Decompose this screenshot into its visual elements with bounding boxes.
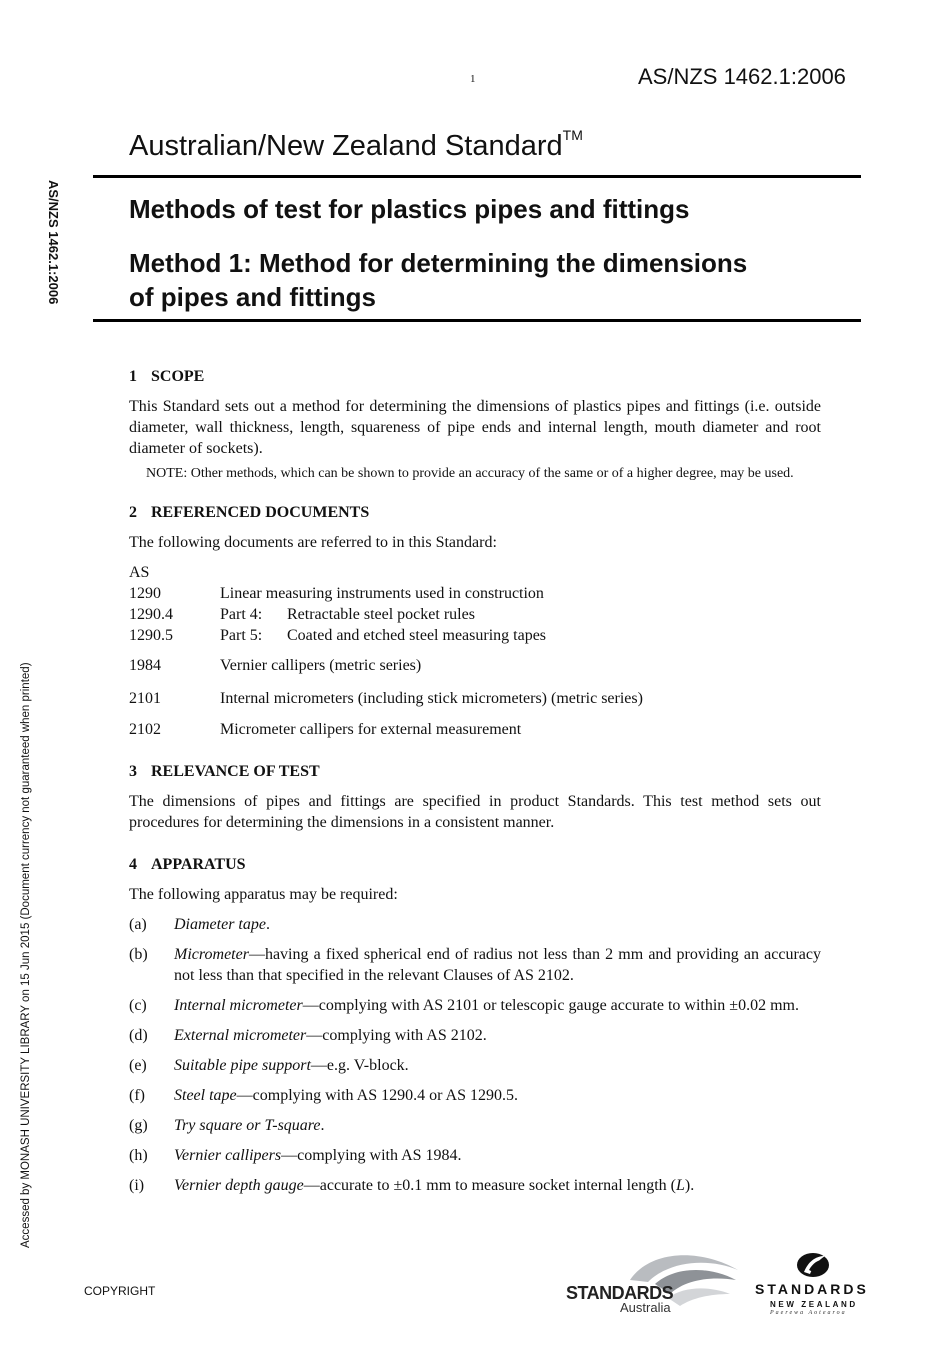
page-number: 1 [470,73,476,85]
reference-number: 1984 [129,657,161,674]
list-item [129,914,821,935]
trademark: TM [562,127,583,144]
item-text [174,995,821,1016]
side-standard-code: AS/NZS 1462.1:2006 [46,180,61,305]
standard-type [129,127,583,163]
item-text [174,1145,821,1166]
standards-nz-logo-text: STANDARDS [755,1281,869,1297]
item-label: (g) [129,1117,148,1134]
section-heading [129,761,821,782]
item-name: Micrometer [174,946,249,963]
section-heading [129,854,821,875]
reference-row [129,719,821,740]
item-label: (a) [129,916,147,933]
reference-number: 1290 [129,585,161,602]
section-number: 4 [129,856,137,873]
reference-title: Micrometer callipers for external measurement [220,721,522,738]
item-end: ). [684,1177,695,1194]
list-item [129,1025,821,1046]
reference-title: Retractable steel pocket rules [287,606,475,623]
scope-text: This Standard sets out a method for determining the dimensions of plastics pipes and fittings (i.e. outside diameter, wall thickness, length, squareness of pipe ends and internal length, mouth diameter and root diameter of sockets). [129,398,821,457]
item-name: Vernier depth gauge [174,1177,304,1194]
top-rule [93,175,861,178]
document-body [129,366,821,1209]
reference-number: 2101 [129,690,161,707]
referenced-intro: The following documents are referred to in this Standard: [129,534,497,551]
reference-row [129,688,821,709]
item-description: . [265,916,270,933]
section-title: RELEVANCE OF TEST [151,763,320,780]
reference-number: 1290.5 [129,627,173,644]
section-relevance [129,761,821,833]
reference-number: 2102 [129,721,161,738]
document-subtitle: Method 1: Method for determining the dimensions of pipes and fittings [129,248,748,312]
reference-title: Internal micrometers (including stick micrometers) (metric series) [220,690,643,707]
item-description: . [320,1117,325,1134]
item-description: —complying with AS 2102. [306,1027,487,1044]
section-number: 3 [129,763,137,780]
section-title: SCOPE [151,368,205,385]
standards-nz-logo-subtext: NEW ZEALAND [770,1300,858,1309]
reference-row [129,583,821,604]
item-label: (d) [129,1027,148,1044]
item-description: —having a fixed spherical end of radius not less than 2 mm and providing an accuracy not less than that specified in the relevant Clauses of AS 2102. [174,946,821,984]
apparatus-intro: The following apparatus may be required: [129,886,398,903]
item-label: (h) [129,1147,148,1164]
access-note: Accessed by MONASH UNIVERSITY LIBRARY on 15 Jun 2015 (Document currency not guaranteed when printed) [20,662,32,1248]
list-item [129,1115,821,1136]
section-number: 1 [129,368,137,385]
list-item [129,1085,821,1106]
item-text [174,1175,821,1196]
scope-note: NOTE: Other methods, which can be shown to provide an accuracy of the same or of a higher degree, may be used. [146,466,794,481]
reference-series: AS [129,564,150,581]
item-label: (b) [129,946,148,963]
item-label: (i) [129,1177,145,1194]
list-item [129,995,821,1016]
item-text [174,1055,821,1076]
section-referenced-documents [129,502,821,740]
standards-australia-logo-text: STANDARDS [566,1283,674,1303]
item-name: Internal micrometer [174,997,303,1014]
section-title: APPARATUS [151,856,246,873]
reference-part: Part 5: [220,627,263,644]
standard-type-text: Australian/New Zealand Standard [129,130,563,162]
document-title: Methods of test for plastics pipes and fittings [129,194,690,224]
section-number: 2 [129,504,137,521]
list-item [129,1175,821,1196]
bottom-rule [93,319,861,322]
reference-row [129,625,821,646]
section-heading [129,366,821,387]
item-name: Suitable pipe support [174,1057,311,1074]
section-heading [129,502,821,523]
standards-nz-logo-icon [795,1250,831,1280]
item-text [174,1025,821,1046]
item-name: Vernier callipers [174,1147,282,1164]
section-scope [129,366,821,483]
item-text [174,944,821,986]
relevance-text: The dimensions of pipes and fittings are specified in product Standards. This test method sets out procedures for determining the dimensions in a consistent manner. [129,793,821,831]
item-name: External micrometer [174,1027,307,1044]
standard-code: AS/NZS 1462.1:2006 [638,64,846,89]
section-title: REFERENCED DOCUMENTS [151,504,370,521]
item-text [174,1115,821,1136]
item-description: —complying with AS 1290.4 or AS 1290.5. [236,1087,518,1104]
reference-title: Coated and etched steel measuring tapes [287,627,547,644]
reference-row [129,604,821,625]
item-name: Diameter tape [174,916,266,933]
section-apparatus [129,854,821,1196]
item-name: Steel tape [174,1087,237,1104]
standards-nz-logo-tagline: Paerewa Aotearoa [770,1310,847,1316]
item-label: (e) [129,1057,147,1074]
list-item [129,1055,821,1076]
item-name: Try square or T-square [174,1117,321,1134]
item-label: (f) [129,1087,145,1104]
copyright-label: COPYRIGHT [84,1284,156,1298]
list-item [129,944,821,986]
reference-title: Linear measuring instruments used in construction [220,585,544,602]
item-text [174,1085,821,1106]
reference-title: Vernier callipers (metric series) [220,657,422,674]
item-description: —accurate to ±0.1 mm to measure socket internal length ( [303,1177,676,1194]
item-text [174,914,821,935]
standards-australia-logo-subtext: Australia [620,1300,671,1315]
item-description: —e.g. V-block. [310,1057,409,1074]
item-description: —complying with AS 1984. [281,1147,462,1164]
reference-part: Part 4: [220,606,263,623]
item-label: (c) [129,997,147,1014]
item-variable: L [675,1177,685,1194]
reference-row [129,655,821,676]
list-item [129,1145,821,1166]
reference-number: 1290.4 [129,606,173,623]
item-description: —complying with AS 2101 or telescopic gauge accurate to within ±0.02 mm. [302,997,799,1014]
apparatus-list [129,914,821,1196]
